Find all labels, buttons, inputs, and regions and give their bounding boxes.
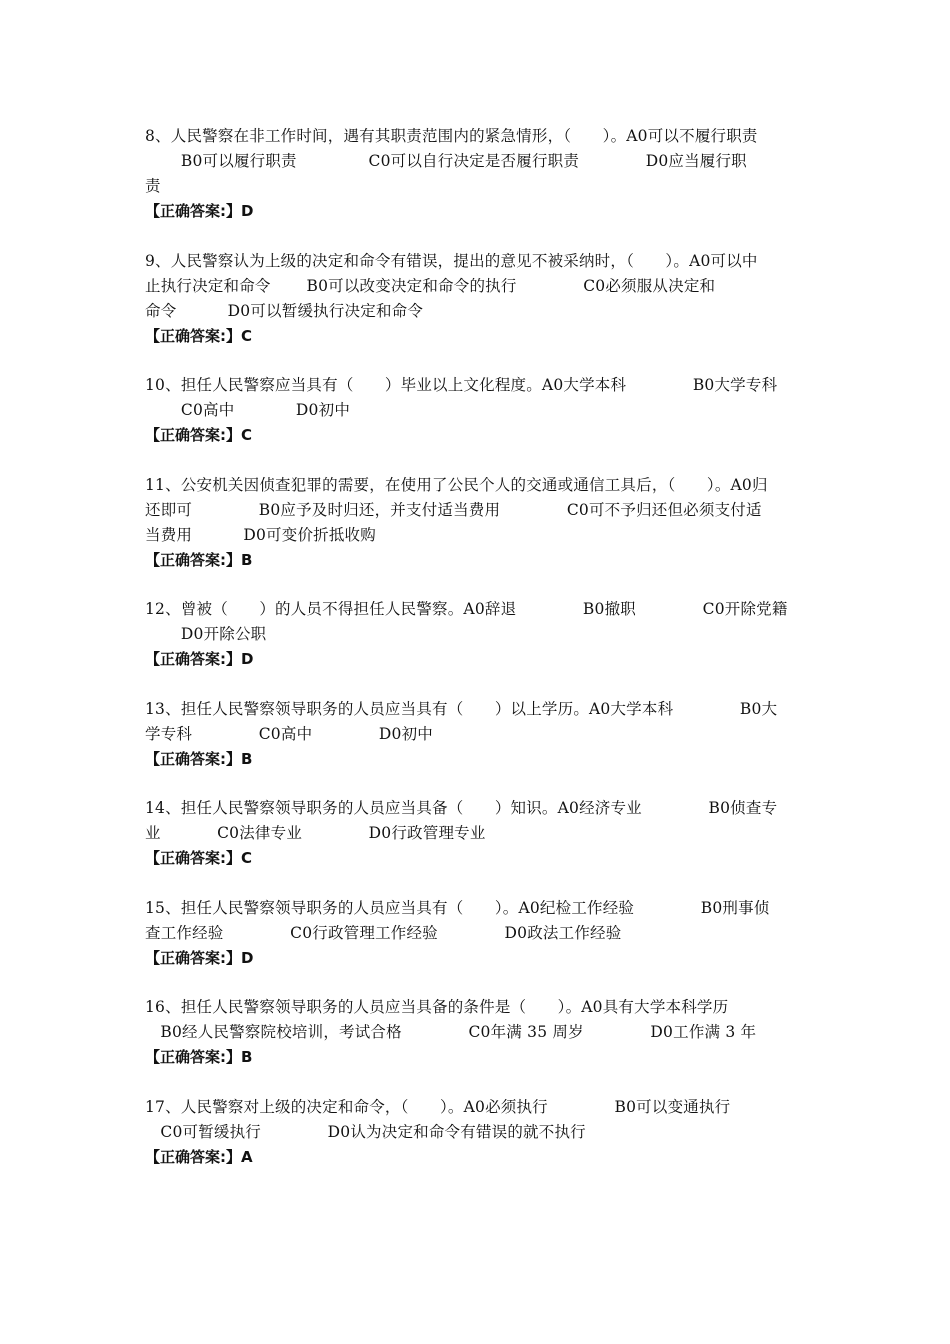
question-options-line: 责 — [145, 177, 161, 195]
question-options-line: 查工作经验 C0行政管理工作经验 D0政法工作经验 — [145, 924, 622, 942]
question-text-line: 14、担任人民警察领导职务的人员应当具备（ ）知识。A0经济专业 B0侦查专 — [145, 799, 778, 817]
question-text-line: 15、担任人民警察领导职务的人员应当具有（ ）。A0纪检工作经验 B0刑事侦 — [145, 899, 770, 917]
question-12 — [145, 597, 810, 672]
correct-answer: 【正确答案:】D — [145, 650, 254, 668]
question-options-line: 学专科 C0高中 D0初中 — [145, 725, 434, 743]
question-text-line: 16、担任人民警察领导职务的人员应当具备的条件是（ ）。A0具有大学本科学历 — [145, 998, 729, 1016]
question-options-line: B0经人民警察院校培训，考试合格 C0年满 35 周岁 D0工作满 3 年 — [145, 1023, 757, 1041]
question-17 — [145, 1095, 810, 1170]
question-options-line: C0可暂缓执行 D0认为决定和命令有错误的就不执行 — [145, 1123, 586, 1141]
question-options-line: 当费用 D0可变价折抵收购 — [145, 526, 376, 544]
correct-answer: 【正确答案:】A — [145, 1148, 253, 1166]
correct-answer: 【正确答案:】C — [145, 426, 253, 444]
correct-answer: 【正确答案:】B — [145, 1048, 253, 1066]
correct-answer: 【正确答案:】C — [145, 327, 253, 345]
question-11 — [145, 473, 810, 573]
question-options-line: 命令 D0可以暂缓执行决定和命令 — [145, 302, 424, 320]
question-text-line: 8、人民警察在非工作时间，遇有其职责范围内的紧急情形，（ ）。A0可以不履行职责 — [145, 127, 758, 145]
question-text-line: 10、担任人民警察应当具有（ ）毕业以上文化程度。A0大学本科 B0大学专科 — [145, 376, 778, 394]
correct-answer: 【正确答案:】B — [145, 750, 253, 768]
correct-answer: 【正确答案:】B — [145, 551, 253, 569]
correct-answer: 【正确答案:】D — [145, 202, 254, 220]
question-options-line: B0可以履行职责 C0可以自行决定是否履行职责 D0应当履行职 — [145, 152, 747, 170]
question-10 — [145, 373, 810, 448]
question-options-line: 止执行决定和命令 B0可以改变决定和命令的执行 C0必须服从决定和 — [145, 277, 716, 295]
question-options-line: 业 C0法律专业 D0行政管理专业 — [145, 824, 486, 842]
correct-answer: 【正确答案:】D — [145, 949, 254, 967]
question-options-line: D0开除公职 — [145, 625, 267, 643]
question-9 — [145, 249, 810, 349]
question-text-line: 11、公安机关因侦查犯罪的需要，在使用了公民个人的交通或通信工具后，（ ）。A0归 — [145, 476, 768, 494]
question-text-line: 12、曾被（ ）的人员不得担任人民警察。A0辞退 B0撤职 C0开除党籍 — [145, 600, 788, 618]
question-text-line: 17、人民警察对上级的决定和命令，（ ）。A0必须执行 B0可以变通执行 — [145, 1098, 731, 1116]
question-14 — [145, 796, 810, 871]
question-15 — [145, 896, 810, 971]
question-text-line: 9、人民警察认为上级的决定和命令有错误，提出的意见不被采纳时，（ ）。A0可以中 — [145, 252, 758, 270]
question-text-line: 13、担任人民警察领导职务的人员应当具有（ ）以上学历。A0大学本科 B0大 — [145, 700, 778, 718]
question-16 — [145, 995, 810, 1070]
question-8 — [145, 124, 810, 224]
correct-answer: 【正确答案:】C — [145, 849, 253, 867]
question-options-line: C0高中 D0初中 — [145, 401, 351, 419]
question-options-line: 还即可 B0应予及时归还，并支付适当费用 C0可不予归还但必须支付适 — [145, 501, 762, 519]
question-13 — [145, 697, 810, 772]
